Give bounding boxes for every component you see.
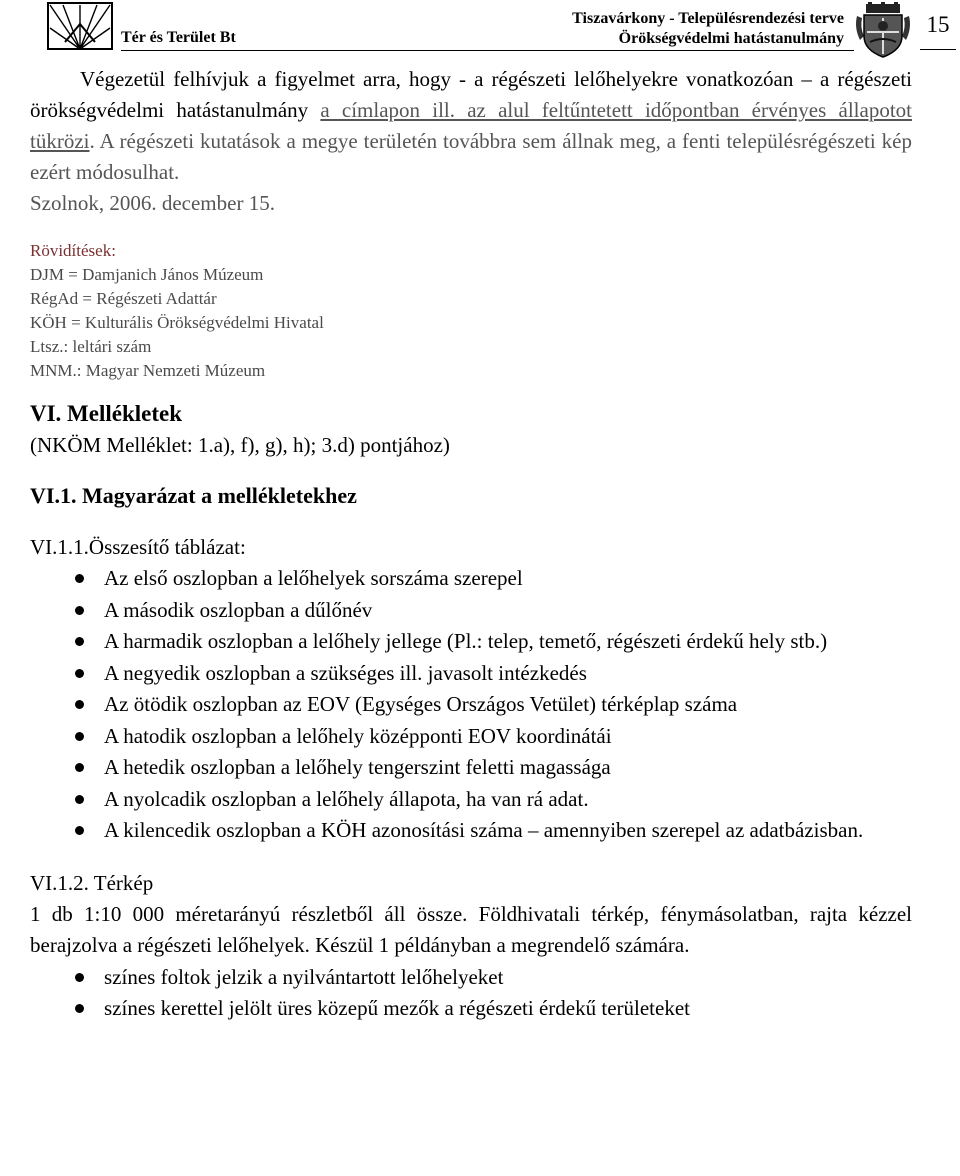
- page-header: [0, 0, 960, 62]
- validity-note: a címlapon ill. az alul feltűntetett időpontban érvényes állapotot tükrözi: [30, 98, 912, 153]
- closing-paragraph: [30, 64, 912, 188]
- header-company-name: Tér és Terület Bt: [121, 29, 236, 46]
- section-vi-note: (NKÖM Melléklet: 1.a), f), g), h); 3.d) pontjához): [30, 433, 450, 457]
- header-title-line-1: Tiszavárkony - Településrendezési terve: [572, 10, 844, 27]
- abbreviations-block: [30, 239, 912, 383]
- abbreviation-item: RégAd = Régészeti Adattár: [30, 289, 217, 308]
- list-item: A második oszlopban a dűlőnév: [30, 595, 912, 627]
- validity-note-end: .: [89, 129, 95, 153]
- section-title-vi-1-1: VI.1.1.Összesítő táblázat:: [30, 535, 246, 559]
- list-item: színes kerettel jelölt üres közepű mezők a régészeti érdekű területeket: [30, 993, 912, 1025]
- list-item: A hatodik oszlopban a lelőhely középponti EOV koordinátái: [30, 721, 912, 753]
- map-legend-list: [30, 962, 912, 1025]
- list-item: A nyolcadik oszlopban a lelőhely állapota, ha van rá adat.: [30, 784, 912, 816]
- header-rule: [121, 50, 854, 51]
- abbreviation-item: KÖH = Kulturális Örökségvédelmi Hivatal: [30, 313, 324, 332]
- section-heading-vi-1: VI.1. Magyarázat a mellékletekhez: [30, 483, 357, 508]
- municipal-crest: [852, 2, 914, 60]
- page-number: 15: [926, 12, 950, 37]
- place-date: Szolnok, 2006. december 15.: [30, 191, 275, 215]
- header-document-title: [572, 9, 844, 49]
- company-logo: [47, 2, 113, 50]
- abbreviation-item: MNM.: Magyar Nemzeti Múzeum: [30, 361, 266, 380]
- page-content: [30, 64, 912, 1025]
- map-description: 1 db 1:10 000 méretarányú részletből áll össze. Földhivatali térkép, fénymásolatban, rajta kézzel berajzolva a régészeti lelőhelyek. Készül 1 példányban a megrendelő számára.: [30, 901, 912, 957]
- list-item: A kilencedik oszlopban a KÖH azonosítási száma – amennyiben szerepel az adatbázisban.: [30, 815, 912, 847]
- list-item: színes foltok jelzik a nyilvántartott lelőhelyeket: [30, 962, 912, 994]
- abbreviations-title: Rövidítések:: [30, 241, 116, 260]
- list-item: A negyedik oszlopban a szükséges ill. javasolt intézkedés: [30, 658, 912, 690]
- closing-sentence-start: Végezetül felhívjuk a figyelmet arra, hogy - a régészeti lelőhelyekre vonatkozóan – a régészeti örökségvédelmi hatástanulmány: [30, 67, 912, 122]
- section-title-vi-1-2: VI.1.2. Térkép: [30, 870, 154, 895]
- closing-sentence-2: A régészeti kutatások a megye területén továbbra sem állnak meg, a fenti településrégészeti kép ezért módosulhat.: [30, 129, 912, 184]
- list-item: A hetedik oszlopban a lelőhely tengerszint feletti magassága: [30, 752, 912, 784]
- abbreviation-item: DJM = Damjanich János Múzeum: [30, 265, 264, 284]
- list-item: Az első oszlopban a lelőhelyek sorszáma szerepel: [30, 563, 912, 595]
- list-item: Az ötödik oszlopban az EOV (Egységes Országos Vetület) térképlap száma: [30, 689, 912, 721]
- table-columns-list: [30, 563, 912, 847]
- page-number-rule: [920, 49, 956, 50]
- abbreviation-item: Ltsz.: leltári szám: [30, 337, 152, 356]
- section-heading-vi: VI. Mellékletek: [30, 401, 183, 426]
- header-title-line-2: Örökségvédelmi hatástanulmány: [618, 30, 844, 47]
- list-item: A harmadik oszlopban a lelőhely jellege (Pl.: telep, temető, régészeti érdekű hely stb.): [30, 626, 912, 658]
